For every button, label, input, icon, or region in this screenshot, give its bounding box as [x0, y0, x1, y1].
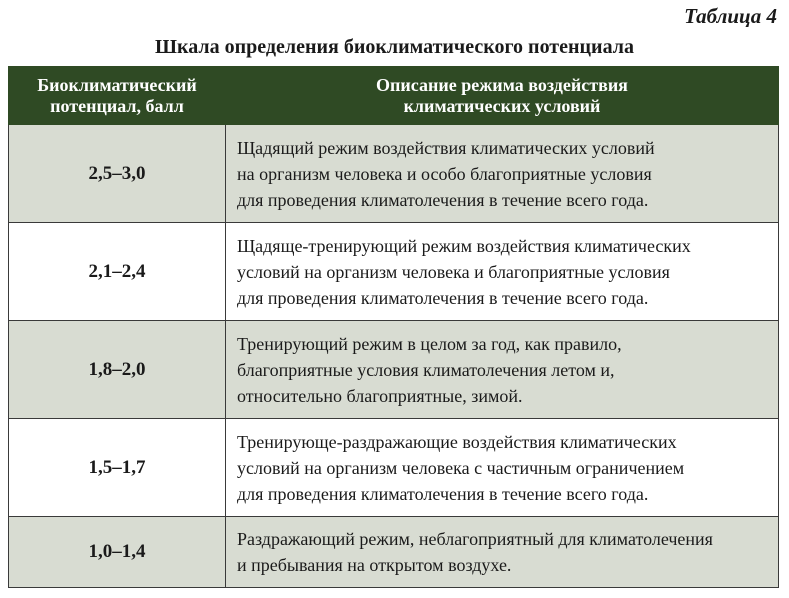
description-line: Раздражающий режим, неблагоприятный для климатолечения [237, 529, 713, 549]
description-cell [226, 321, 779, 419]
description-line: Тренирующе-раздражающие воздействия климатических [237, 431, 677, 452]
table-title: Шкала определения биоклиматического потенциала [155, 36, 634, 58]
description-line: Щадяще-тренирующий режим воздействия климатических [237, 235, 691, 256]
description-line: для проведения климатолечения в течение всего года. [237, 287, 649, 308]
description-cell [226, 517, 779, 588]
table-row [9, 223, 779, 321]
header-score-line-1: Биоклиматический [37, 74, 197, 95]
description-line: для проведения климатолечения в течение всего года. [237, 483, 649, 504]
table-header [9, 67, 779, 125]
description-line: условий на организм человека и благоприятные условия [237, 261, 670, 282]
score-cell: 1,0–1,4 [9, 517, 226, 588]
description-line: на организм человека и особо благоприятные условия [237, 163, 652, 184]
table-body [9, 125, 779, 588]
bioclimatic-potential-table [8, 66, 779, 588]
table-row [9, 321, 779, 419]
header-score-line-2: потенциал, балл [50, 95, 184, 116]
table-number-label: Таблица 4 [684, 4, 777, 28]
description-cell [226, 223, 779, 321]
table-row [9, 419, 779, 517]
description-line: условий на организм человека с частичным ограничением [237, 457, 685, 478]
score-cell: 2,1–2,4 [9, 223, 226, 321]
description-line: и пребывания на открытом воздухе. [237, 555, 512, 575]
table-row [9, 517, 779, 588]
description-line: Щадящий режим воздействия климатических условий [237, 137, 655, 158]
score-cell: 2,5–3,0 [9, 125, 226, 223]
score-cell: 1,8–2,0 [9, 321, 226, 419]
header-description-line-1: Описание режима воздействия [376, 74, 628, 95]
header-description-line-2: климатических условий [403, 95, 601, 116]
description-line: благоприятные условия климатолечения летом и, [237, 359, 615, 380]
header-score-column [9, 67, 226, 125]
description-line: для проведения климатолечения в течение всего года. [237, 189, 649, 210]
header-row [9, 67, 779, 125]
table-row [9, 125, 779, 223]
description-cell [226, 125, 779, 223]
description-line: относительно благоприятные, зимой. [237, 385, 523, 406]
score-cell: 1,5–1,7 [9, 419, 226, 517]
header-description-column [226, 67, 779, 125]
description-cell [226, 419, 779, 517]
description-line: Тренирующий режим в целом за год, как правило, [237, 333, 622, 354]
